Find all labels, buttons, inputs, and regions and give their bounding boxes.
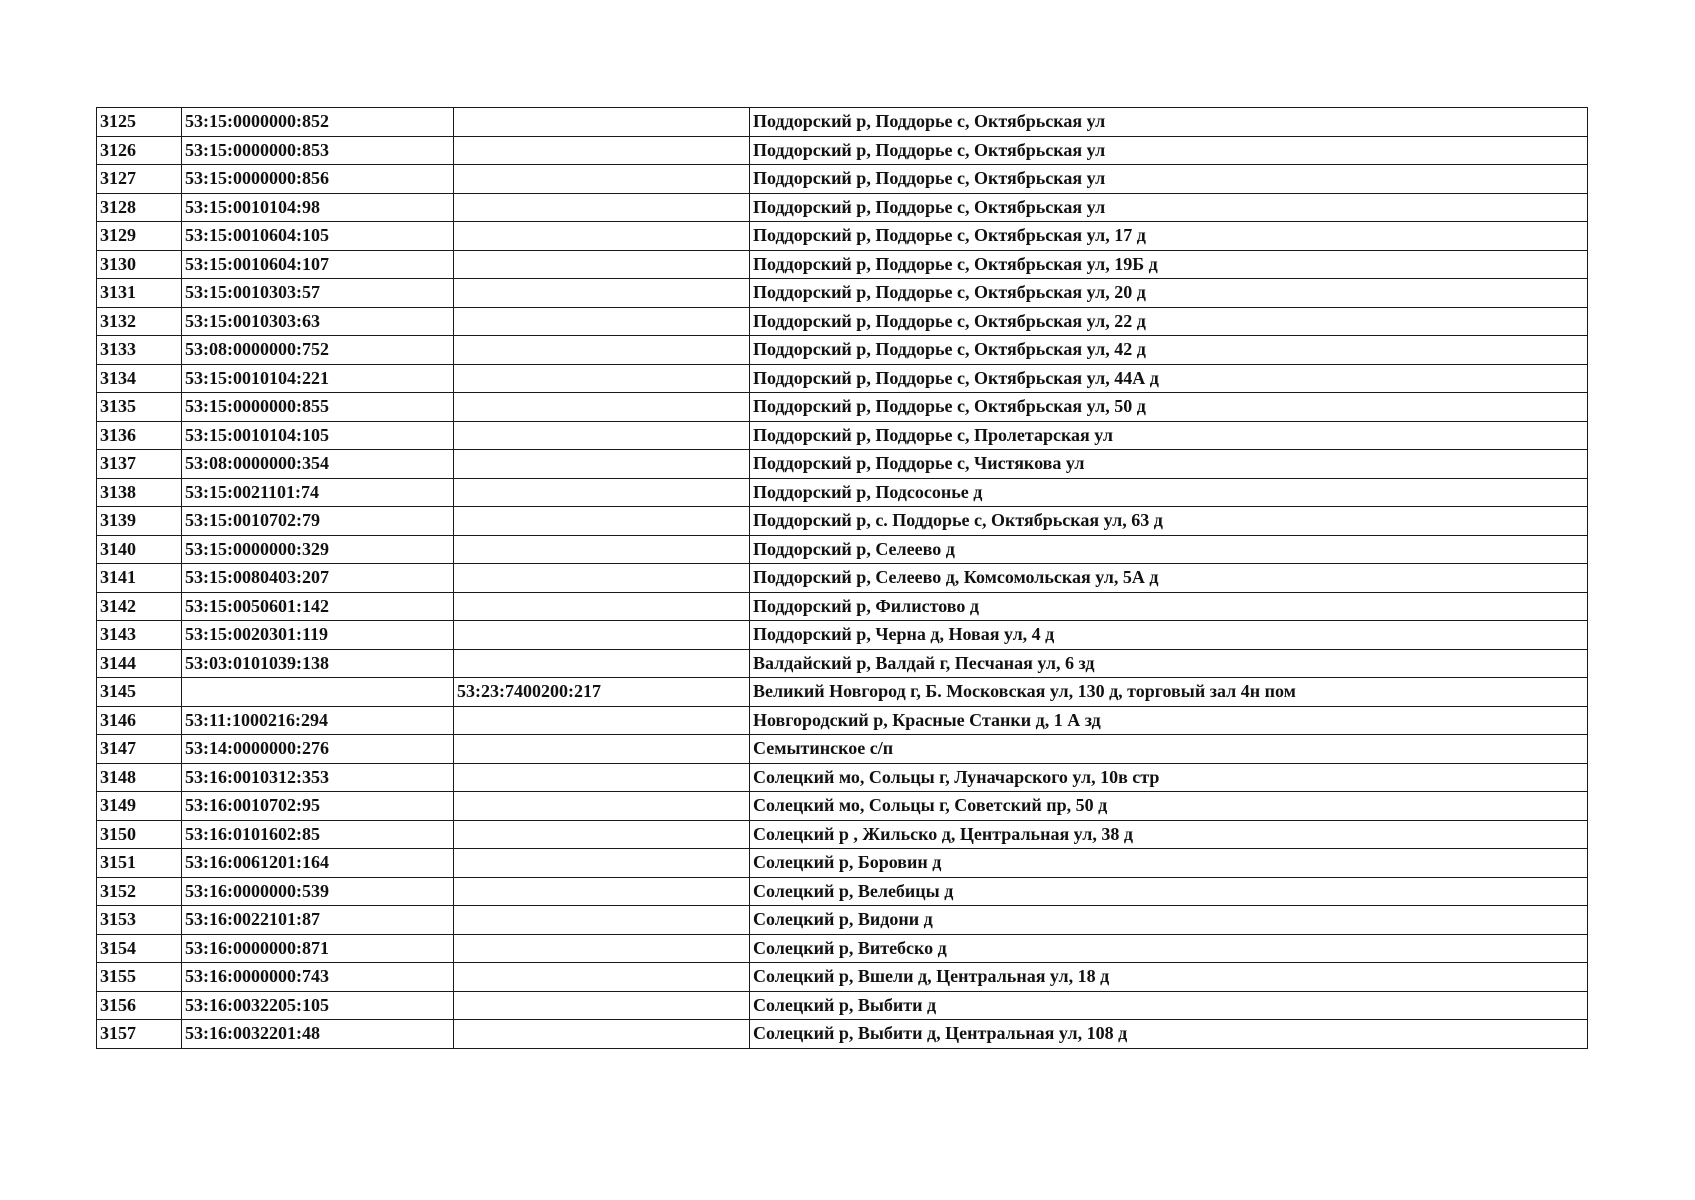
table-row [97, 507, 1588, 536]
table-row [97, 706, 1588, 735]
cadastral-number-cell: 53:16:0032205:105 [182, 991, 454, 1020]
table-row [97, 136, 1588, 165]
address-cell: Солецкий р , Жильско д, Центральная ул, 38 д [750, 820, 1588, 849]
table-row [97, 564, 1588, 593]
table-row [97, 820, 1588, 849]
address-cell: Поддорский р, Поддорье с, Октябрьская ул, 17 д [750, 222, 1588, 251]
building-cadastral-number-cell [454, 1020, 750, 1049]
building-cadastral-number-cell [454, 849, 750, 878]
address-cell: Поддорский р, Филистово д [750, 592, 1588, 621]
row-number-cell: 3151 [97, 849, 182, 878]
cadastral-number-cell: 53:15:0010303:63 [182, 307, 454, 336]
building-cadastral-number-cell [454, 108, 750, 137]
building-cadastral-number-cell [454, 393, 750, 422]
address-cell: Поддорский р, с. Поддорье с, Октябрьская ул, 63 д [750, 507, 1588, 536]
table-row [97, 279, 1588, 308]
cadastral-number-cell: 53:15:0000000:852 [182, 108, 454, 137]
cadastral-number-cell: 53:16:0032201:48 [182, 1020, 454, 1049]
address-cell: Поддорский р, Поддорье с, Октябрьская ул, 22 д [750, 307, 1588, 336]
cadastral-number-cell: 53:16:0061201:164 [182, 849, 454, 878]
address-cell: Валдайский р, Валдай г, Песчаная ул, 6 зд [750, 649, 1588, 678]
building-cadastral-number-cell [454, 792, 750, 821]
address-cell: Поддорский р, Поддорье с, Пролетарская ул [750, 421, 1588, 450]
address-cell: Солецкий р, Велебицы д [750, 877, 1588, 906]
address-cell: Солецкий р, Выбити д, Центральная ул, 108 д [750, 1020, 1588, 1049]
cadastral-number-cell: 53:15:0000000:853 [182, 136, 454, 165]
row-number-cell: 3130 [97, 250, 182, 279]
table-row [97, 364, 1588, 393]
address-cell: Солецкий р, Вшели д, Центральная ул, 18 д [750, 963, 1588, 992]
cadastral-number-cell: 53:15:0080403:207 [182, 564, 454, 593]
property-registry-table [96, 107, 1588, 1049]
cadastral-number-cell: 53:16:0000000:743 [182, 963, 454, 992]
address-cell: Поддорский р, Поддорье с, Октябрьская ул, 44А д [750, 364, 1588, 393]
table-row [97, 421, 1588, 450]
row-number-cell: 3144 [97, 649, 182, 678]
row-number-cell: 3142 [97, 592, 182, 621]
building-cadastral-number-cell [454, 279, 750, 308]
table-row [97, 906, 1588, 935]
cadastral-number-cell: 53:15:0010104:221 [182, 364, 454, 393]
row-number-cell: 3140 [97, 535, 182, 564]
row-number-cell: 3156 [97, 991, 182, 1020]
building-cadastral-number-cell [454, 592, 750, 621]
row-number-cell: 3135 [97, 393, 182, 422]
row-number-cell: 3125 [97, 108, 182, 137]
row-number-cell: 3150 [97, 820, 182, 849]
table-row [97, 877, 1588, 906]
table-row [97, 849, 1588, 878]
row-number-cell: 3155 [97, 963, 182, 992]
row-number-cell: 3148 [97, 763, 182, 792]
table-row [97, 250, 1588, 279]
cadastral-number-cell: 53:15:0000000:329 [182, 535, 454, 564]
table-row [97, 535, 1588, 564]
building-cadastral-number-cell [454, 877, 750, 906]
table-row [97, 963, 1588, 992]
row-number-cell: 3143 [97, 621, 182, 650]
building-cadastral-number-cell [454, 906, 750, 935]
cadastral-number-cell: 53:15:0000000:855 [182, 393, 454, 422]
building-cadastral-number-cell [454, 649, 750, 678]
row-number-cell: 3134 [97, 364, 182, 393]
building-cadastral-number-cell [454, 706, 750, 735]
cadastral-number-cell: 53:15:0010702:79 [182, 507, 454, 536]
table-row [97, 934, 1588, 963]
building-cadastral-number-cell [454, 165, 750, 194]
building-cadastral-number-cell [454, 222, 750, 251]
table-row [97, 621, 1588, 650]
cadastral-number-cell: 53:15:0010104:105 [182, 421, 454, 450]
building-cadastral-number-cell [454, 307, 750, 336]
address-cell: Поддорский р, Селеево д, Комсомольская ул, 5А д [750, 564, 1588, 593]
cadastral-number-cell: 53:14:0000000:276 [182, 735, 454, 764]
address-cell: Поддорский р, Поддорье с, Октябрьская ул [750, 165, 1588, 194]
cadastral-number-cell: 53:16:0101602:85 [182, 820, 454, 849]
row-number-cell: 3128 [97, 193, 182, 222]
row-number-cell: 3154 [97, 934, 182, 963]
address-cell: Поддорский р, Поддорье с, Октябрьская ул [750, 108, 1588, 137]
address-cell: Солецкий мо, Сольцы г, Луначарского ул, 10в стр [750, 763, 1588, 792]
address-cell: Поддорский р, Поддорье с, Октябрьская ул, 20 д [750, 279, 1588, 308]
cadastral-number-cell: 53:15:0020301:119 [182, 621, 454, 650]
building-cadastral-number-cell [454, 763, 750, 792]
table-row [97, 649, 1588, 678]
building-cadastral-number-cell [454, 364, 750, 393]
address-cell: Солецкий р, Витебско д [750, 934, 1588, 963]
address-cell: Поддорский р, Поддорье с, Чистякова ул [750, 450, 1588, 479]
row-number-cell: 3137 [97, 450, 182, 479]
row-number-cell: 3129 [97, 222, 182, 251]
table-body [97, 108, 1588, 1049]
table-row [97, 393, 1588, 422]
cadastral-number-cell: 53:16:0000000:539 [182, 877, 454, 906]
table-row [97, 1020, 1588, 1049]
cadastral-number-cell: 53:15:0050601:142 [182, 592, 454, 621]
building-cadastral-number-cell [454, 535, 750, 564]
row-number-cell: 3153 [97, 906, 182, 935]
building-cadastral-number-cell [454, 421, 750, 450]
table-row [97, 165, 1588, 194]
address-cell: Новгородский р, Красные Станки д, 1 А зд [750, 706, 1588, 735]
address-cell: Солецкий р, Выбити д [750, 991, 1588, 1020]
address-cell: Поддорский р, Черна д, Новая ул, 4 д [750, 621, 1588, 650]
address-cell: Великий Новгород г, Б. Московская ул, 130 д, торговый зал 4н пом [750, 678, 1588, 707]
table-row [97, 307, 1588, 336]
table-row [97, 478, 1588, 507]
table-row [97, 193, 1588, 222]
cadastral-number-cell: 53:15:0010104:98 [182, 193, 454, 222]
address-cell: Поддорский р, Поддорье с, Октябрьская ул [750, 193, 1588, 222]
building-cadastral-number-cell [454, 820, 750, 849]
row-number-cell: 3138 [97, 478, 182, 507]
table-row [97, 108, 1588, 137]
row-number-cell: 3149 [97, 792, 182, 821]
row-number-cell: 3141 [97, 564, 182, 593]
building-cadastral-number-cell [454, 934, 750, 963]
address-cell: Солецкий р, Боровин д [750, 849, 1588, 878]
cadastral-number-cell: 53:11:1000216:294 [182, 706, 454, 735]
cadastral-number-cell: 53:16:0010702:95 [182, 792, 454, 821]
row-number-cell: 3127 [97, 165, 182, 194]
cadastral-number-cell: 53:03:0101039:138 [182, 649, 454, 678]
address-cell: Поддорский р, Поддорье с, Октябрьская ул, 42 д [750, 336, 1588, 365]
cadastral-number-cell: 53:16:0010312:353 [182, 763, 454, 792]
table-row [97, 592, 1588, 621]
building-cadastral-number-cell [454, 450, 750, 479]
cadastral-number-cell: 53:15:0010604:107 [182, 250, 454, 279]
cadastral-number-cell: 53:15:0010303:57 [182, 279, 454, 308]
cadastral-number-cell: 53:08:0000000:354 [182, 450, 454, 479]
cadastral-number-cell: 53:15:0021101:74 [182, 478, 454, 507]
building-cadastral-number-cell [454, 963, 750, 992]
building-cadastral-number-cell [454, 136, 750, 165]
address-cell: Солецкий мо, Сольцы г, Советский пр, 50 д [750, 792, 1588, 821]
cadastral-number-cell [182, 678, 454, 707]
row-number-cell: 3152 [97, 877, 182, 906]
address-cell: Поддорский р, Подсосонье д [750, 478, 1588, 507]
table-row [97, 792, 1588, 821]
address-cell: Солецкий р, Видони д [750, 906, 1588, 935]
row-number-cell: 3147 [97, 735, 182, 764]
table-row [97, 450, 1588, 479]
table-row [97, 222, 1588, 251]
table-row [97, 336, 1588, 365]
address-cell: Поддорский р, Селеево д [750, 535, 1588, 564]
cadastral-number-cell: 53:15:0010604:105 [182, 222, 454, 251]
cadastral-number-cell: 53:15:0000000:856 [182, 165, 454, 194]
cadastral-number-cell: 53:08:0000000:752 [182, 336, 454, 365]
building-cadastral-number-cell [454, 478, 750, 507]
row-number-cell: 3131 [97, 279, 182, 308]
table-row [97, 991, 1588, 1020]
address-cell: Поддорский р, Поддорье с, Октябрьская ул, 19Б д [750, 250, 1588, 279]
building-cadastral-number-cell [454, 735, 750, 764]
building-cadastral-number-cell [454, 193, 750, 222]
table-row [97, 735, 1588, 764]
table-row [97, 763, 1588, 792]
table-row [97, 678, 1588, 707]
address-cell: Семытинское с/п [750, 735, 1588, 764]
address-cell: Поддорский р, Поддорье с, Октябрьская ул, 50 д [750, 393, 1588, 422]
row-number-cell: 3132 [97, 307, 182, 336]
building-cadastral-number-cell [454, 621, 750, 650]
building-cadastral-number-cell [454, 336, 750, 365]
cadastral-number-cell: 53:16:0022101:87 [182, 906, 454, 935]
building-cadastral-number-cell [454, 507, 750, 536]
row-number-cell: 3145 [97, 678, 182, 707]
building-cadastral-number-cell [454, 250, 750, 279]
building-cadastral-number-cell [454, 991, 750, 1020]
building-cadastral-number-cell: 53:23:7400200:217 [454, 678, 750, 707]
cadastral-number-cell: 53:16:0000000:871 [182, 934, 454, 963]
row-number-cell: 3133 [97, 336, 182, 365]
row-number-cell: 3139 [97, 507, 182, 536]
row-number-cell: 3126 [97, 136, 182, 165]
row-number-cell: 3146 [97, 706, 182, 735]
address-cell: Поддорский р, Поддорье с, Октябрьская ул [750, 136, 1588, 165]
building-cadastral-number-cell [454, 564, 750, 593]
row-number-cell: 3136 [97, 421, 182, 450]
row-number-cell: 3157 [97, 1020, 182, 1049]
